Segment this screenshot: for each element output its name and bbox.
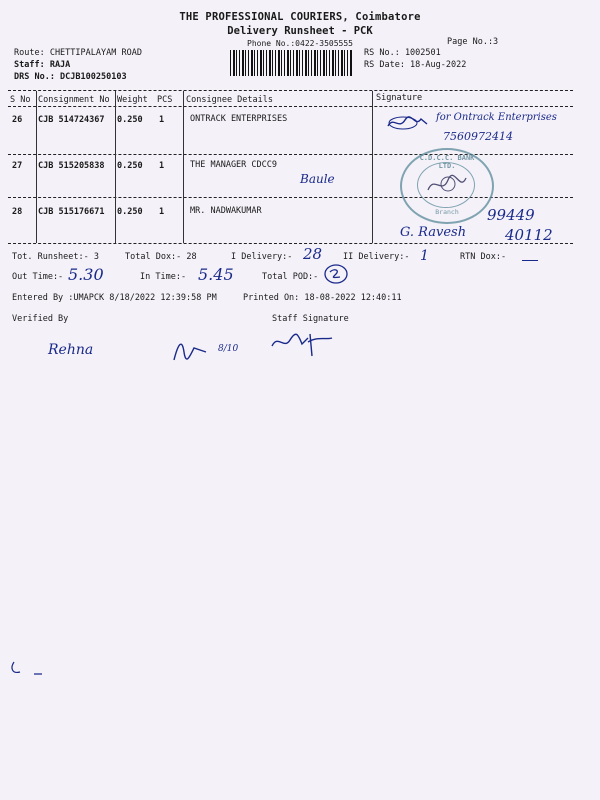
page-number: Page No.:3 (447, 37, 499, 47)
route-label: Route: CHETTIPALAYAM ROAD (14, 48, 142, 58)
company-title: THE PROFESSIONAL COURIERS, Coimbatore (179, 11, 421, 23)
header-sno: S No (10, 95, 31, 105)
row-27-sno: 27 (12, 161, 23, 171)
rtn-dox-label: RTN Dox:- (460, 252, 507, 262)
stamp-bottom-text: Branch (435, 208, 459, 216)
header-consignment: Consignment No (38, 95, 110, 105)
staff-label: Staff: RAJA (14, 60, 71, 70)
staff-signature-icon (268, 328, 338, 358)
row-27-consignee: THE MANAGER CDCC9 (190, 160, 277, 170)
row-28-pcs: 1 (159, 207, 165, 217)
col-separator (183, 91, 184, 243)
in-time-label: In Time:- (140, 272, 187, 282)
phone-number: Phone No.:0422-3505555 (247, 39, 353, 48)
header-pcs: PCS (157, 95, 173, 105)
row-26-scribble-signature (385, 114, 430, 132)
row-27-consignment: CJB 515205838 (38, 161, 105, 171)
out-time-value: 5.30 (68, 265, 104, 284)
row-27-handwritten-note: Baule (300, 172, 335, 186)
stamp-signature-icon (424, 170, 470, 198)
pod-scribble-icon (322, 262, 350, 286)
total-dox: Total Dox:- 28 (125, 252, 197, 262)
table-bottom-rule (8, 243, 573, 244)
total-pod-label: Total POD:- (262, 272, 319, 282)
barcode-image (230, 50, 352, 76)
header-weight: Weight (117, 95, 148, 105)
table-header-rule (8, 106, 573, 107)
row-divider (8, 154, 573, 155)
checker-signature-icon (170, 334, 210, 364)
bank-stamp (400, 148, 494, 224)
rs-number: RS No.: 1002501 (364, 48, 441, 58)
col-separator (115, 91, 116, 243)
entered-by: Entered By :UMAPCK 8/18/2022 12:39:58 PM (12, 293, 217, 303)
total-runsheet: Tot. Runsheet:- 3 (12, 252, 99, 262)
row-27-pcs: 1 (159, 161, 165, 171)
col-separator (36, 91, 37, 243)
out-time-label: Out Time:- (12, 272, 64, 282)
row-28-sig-number1: 99449 (487, 206, 535, 224)
row-28-sig-name: G. Ravesh (400, 225, 467, 240)
col-separator (372, 91, 373, 243)
row-26-pcs: 1 (159, 115, 165, 125)
ii-delivery-value: 1 (420, 248, 429, 264)
verified-signature: Rehna (48, 342, 94, 358)
row-27-weight: 0.250 (117, 161, 143, 171)
row-28-sno: 28 (12, 207, 23, 217)
in-time-value: 5.45 (198, 265, 234, 284)
table-top-rule (8, 90, 573, 91)
row-26-consignment: CJB 514724367 (38, 115, 105, 125)
header-consignee: Consignee Details (186, 95, 273, 105)
row-26-sig-company: for Ontrack Enterprises (436, 112, 557, 123)
row-28-consignment: CJB 515176671 (38, 207, 105, 217)
printed-on: Printed On: 18-08-2022 12:40:11 (243, 293, 402, 303)
i-delivery-value: 28 (303, 245, 323, 263)
row-26-sno: 26 (12, 115, 23, 125)
row-28-sig-number2: 40112 (505, 226, 553, 244)
row-28-weight: 0.250 (117, 207, 143, 217)
verified-by-label: Verified By (12, 314, 69, 324)
drs-label: DRS No.: DCJB100250103 (14, 72, 127, 82)
pen-mark-icon (8, 658, 48, 678)
row-26-sig-phone: 7560972414 (443, 130, 513, 143)
checker-date-note: 8/10 (218, 344, 239, 354)
rs-date: RS Date: 18-Aug-2022 (364, 60, 467, 70)
staff-signature-label: Staff Signature (272, 314, 349, 324)
runsheet-title: Delivery Runsheet - PCK (227, 25, 373, 37)
scribble-signature-icon (385, 114, 430, 132)
ii-delivery-label: II Delivery:- (343, 252, 410, 262)
rtn-dox-dash (522, 260, 538, 261)
row-28-consignee: MR. NADWAKUMAR (190, 206, 262, 216)
header-signature: Signature (376, 93, 423, 103)
i-delivery-label: I Delivery:- (231, 252, 293, 262)
row-26-consignee: ONTRACK ENTERPRISES (190, 114, 288, 124)
row-26-weight: 0.250 (117, 115, 143, 125)
stamp-top-text: C.D.C.C. BANK LTD. (419, 154, 475, 170)
